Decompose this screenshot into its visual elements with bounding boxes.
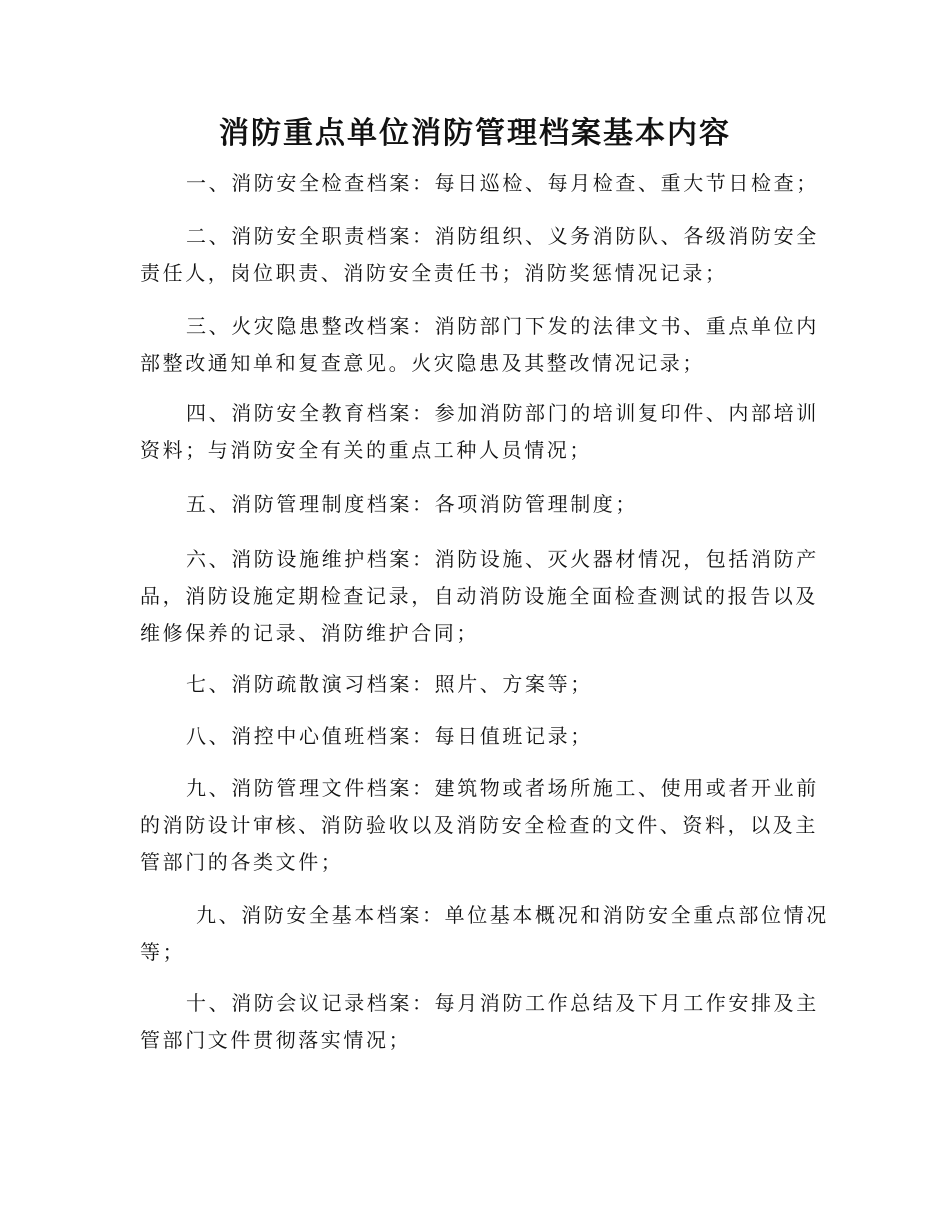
paragraph-line: 三、火灾隐患整改档案：消防部门下发的法律文书、重点单位内 [186,314,819,338]
paragraph-evacuation-drill [140,666,804,703]
paragraph-meeting-records [140,985,819,1059]
paragraph-safety-basic [140,897,829,971]
paragraph-line: 八、消控中心值班档案：每日值班记录； [186,724,593,748]
paragraph-safety-inspection [140,165,819,202]
paragraph-line: 品，消防设施定期检查记录，自动消防设施全面检查测试的报告以及 [140,584,818,608]
paragraph-hazard-rectification [140,308,819,382]
paragraph-safety-education [140,395,819,469]
paragraph-line: 管部门的各类文件； [140,850,344,874]
paragraph-line: 一、消防安全检查档案：每日巡检、每月检查、重大节日检查； [186,171,819,195]
paragraph-management-system [140,486,804,523]
paragraph-line: 二、消防安全职责档案：消防组织、义务消防队、各级消防安全 [186,224,819,248]
paragraph-safety-duty [140,218,819,292]
paragraph-line: 九、消防安全基本档案：单位基本概况和消防安全重点部位情况 [196,903,829,927]
paragraph-line: 部整改通知单和复查意见。火灾隐患及其整改情况记录； [140,351,705,375]
paragraph-line: 资料；与消防安全有关的重点工种人员情况； [140,438,592,462]
paragraph-line: 等； [140,940,186,964]
paragraph-control-center-duty [140,718,804,755]
paragraph-line: 的消防设计审核、消防验收以及消防安全检查的文件、资料，以及主 [140,813,818,837]
paragraph-line: 维修保养的记录、消防维护合同； [140,621,479,645]
paragraph-line: 十、消防会议记录档案：每月消防工作总结及下月工作安排及主 [186,991,819,1015]
paragraph-line: 五、消防管理制度档案：各项消防管理制度； [186,492,638,516]
paragraph-line: 七、消防疏散演习档案：照片、方案等； [186,672,593,696]
document-title: 消防重点单位消防管理档案基本内容 [219,116,731,151]
paragraph-facility-maintenance [140,541,819,652]
paragraph-line: 责任人，岗位职责、消防安全责任书；消防奖惩情况记录； [140,261,728,285]
paragraph-line: 九、消防管理文件档案：建筑物或者场所施工、使用或者开业前 [186,776,819,800]
paragraph-management-documents [140,770,819,881]
paragraph-line: 六、消防设施维护档案：消防设施、灭火器材情况，包括消防产 [186,547,819,571]
paragraph-line: 四、消防安全教育档案：参加消防部门的培训复印件、内部培训 [186,401,819,425]
paragraph-line: 管部门文件贯彻落实情况； [140,1028,412,1052]
